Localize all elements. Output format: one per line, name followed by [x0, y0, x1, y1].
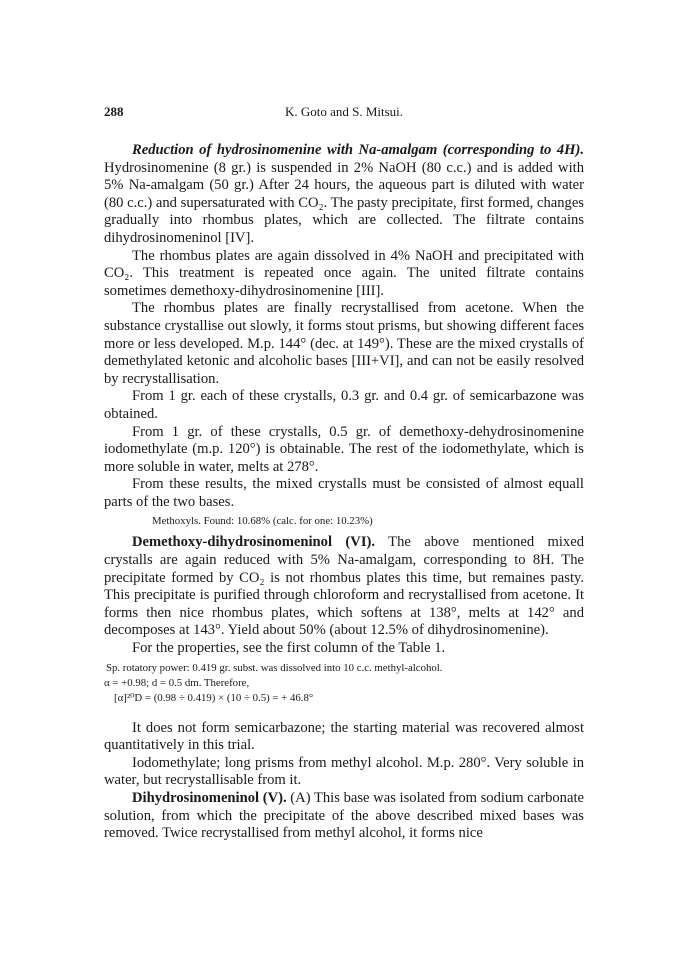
paragraph: From these results, the mixed crystalls must be consisted of almost equall parts of the two bases.	[104, 476, 584, 510]
rotation-note	[104, 661, 584, 706]
paragraph: From 1 gr. of these crystalls, 0.5 gr. of demethoxy-dehydrosinomenine iodomethylate (m.p. 120°) is obtainable. The rest of the iodomethylate, which is more soluble in water, melts at 278°.	[104, 423, 584, 475]
paragraph: The rhombus plates are again dissolved in 4% NaOH and precipitated with CO₂. This treatment is repeated once again. The united filtrate contains sometimes demethoxy-dihydrosinomenine [III].	[104, 247, 584, 299]
paragraph-dihydrosinomeninol	[104, 790, 584, 843]
paragraph-text: (A) This base was isolated from sodium carbonate solution, from which the precipitate of the above described mixed bases was removed. Twice recrystallised from methyl alcohol, it forms nice	[104, 790, 584, 842]
paragraph: It does not form semicarbazone; the starting material was recovered almost quantitatively in this trial.	[104, 719, 584, 754]
paragraph: Iodomethylate; long prisms from methyl alcohol. M.p. 280°. Very soluble in water, but recrystallisable from it.	[104, 754, 584, 789]
rotation-formula: [α]²⁰D = (0.98 ÷ 0.419) × (10 ÷ 0.5) = + 46.8°	[114, 691, 314, 704]
rotation-line: α = +0.98; d = 0.5 dm. Therefore,	[104, 676, 250, 689]
rotation-line: Sp. rotatory power: 0.419 gr. subst. was dissolved into 10 c.c. methyl-alcohol.	[106, 661, 443, 674]
page-number: 288	[104, 104, 124, 119]
paragraph-text: The above mentioned mixed crystalls are again reduced with 5% Na-amalgam, corresponding to 8H. The precipitate formed by CO₂ is not rhombus plates this time, but remaines pasty. This precipitate is purified through chloroform and recrystallised from acetone. It forms then nice rhombus plates, which softens at 138°, melts at 142° and decomposes at 143°. Yield about 50% (about 12.5% of dihydrosinomenine).	[104, 534, 584, 639]
page-header	[104, 104, 584, 126]
paragraph: For the properties, see the first column of the Table 1.	[132, 640, 446, 657]
paragraph: The rhombus plates are finally recrystallised from acetone. When the substance crystallise out slowly, it forms stout prisms, but showing different faces more or less developed. M.p. 144° (dec. at 149°). These are the mixed crystalls of demethylated ketonic and alcoholic bases [III+VI], and can not be easily resolved by recrystallisation.	[104, 300, 584, 387]
section-heading: Dihydrosinomeninol (V).	[132, 790, 287, 806]
paragraph-text: Hydrosinomenine (8 gr.) is suspended in 2% NaOH (80 c.c.) and is added with 5% Na-amalgam (50 gr.) After 24 hours, the aqueous part is diluted with water (80 c.c.) and supersaturated with CO₂. The pasty precipitate, first formed, changes gradually into rhombus plates, which are collected. The filtrate contains dihydrosinomeninol [IV].	[104, 159, 584, 246]
paragraph-demethoxy	[104, 534, 584, 640]
section-heading: Reduction of hydrosinomenine with Na-amalgam (corresponding to 4H).	[132, 142, 584, 158]
paragraph-reduction	[104, 142, 584, 248]
running-head: K. Goto and S. Mitsui.	[284, 104, 404, 119]
body-text	[104, 142, 584, 843]
section-heading: Demethoxy-dihydrosinomeninol (VI).	[132, 534, 376, 551]
methoxyls-note: Methoxyls. Found: 10.68% (calc. for one: 10.23%)	[152, 515, 373, 528]
paragraph: From 1 gr. each of these crystalls, 0.3 gr. and 0.4 gr. of semicarbazone was obtained.	[104, 388, 584, 422]
